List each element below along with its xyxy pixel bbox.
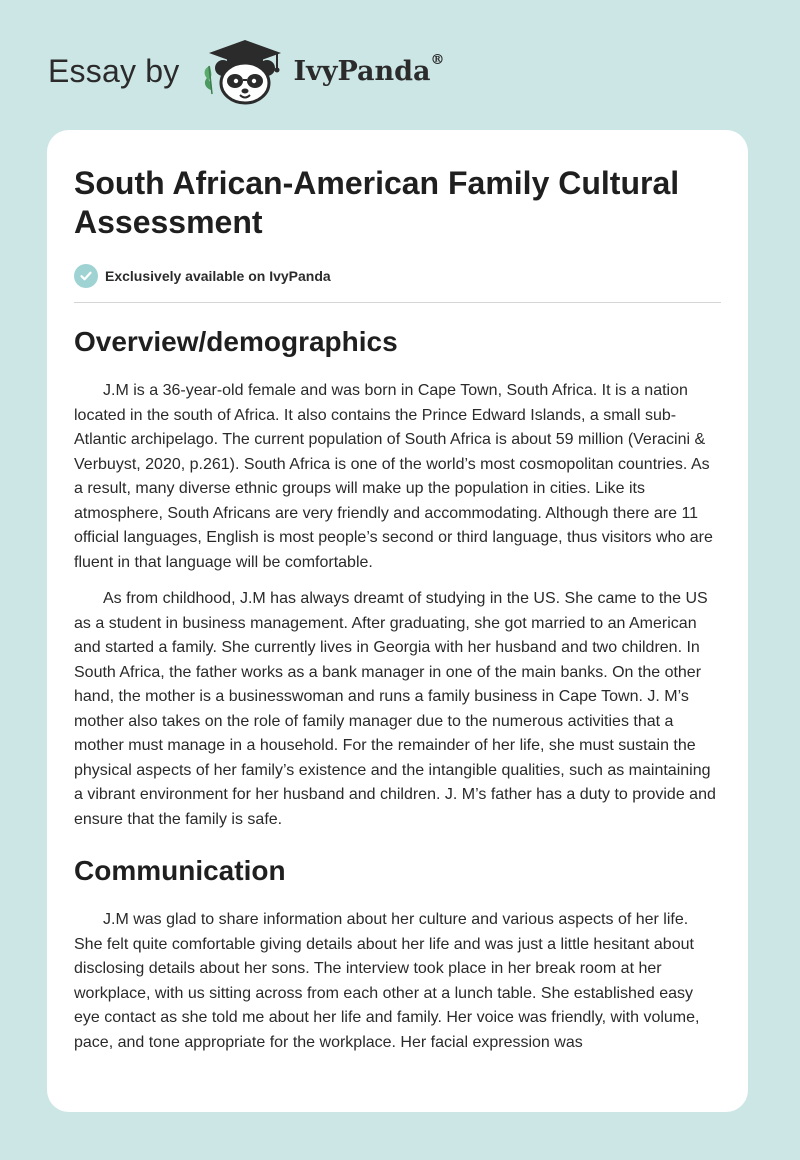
check-circle-icon: [74, 264, 98, 288]
article-title: South African-American Family Cultural Assessment: [74, 165, 680, 240]
site-header: [48, 36, 508, 106]
paragraph: J.M was glad to share information about her culture and various aspects of her life. She felt quite comfortable giving details about her life and was just a little hesitant about disclosing details about her sons. The interview took place in her break room at her workplace, with us sitting across from each other at a lunch table. She established easy eye contact as she told me about her life and family. Her voice was friendly, with volume, pace, and tone appropriate for the workplace. Her facial expression was: [74, 911, 700, 1051]
brand-name[interactable]: [293, 51, 445, 87]
panda-logo-icon[interactable]: [197, 36, 287, 106]
paragraph: J.M is a 36-year-old female and was born in Cape Town, South Africa. It is a nation located in the south of Africa. It also contains the Prince Edward Islands, a small sub-Atlantic archipelago. The current population of South Africa is about 59 million (Veracini & Verbuyst, 2020, p.261). South Africa is one of the world’s most cosmopolitan countries. As a result, many diverse ethnic groups will make up the population in cities. Like its atmosphere, South Africans are very friendly and accommodating. Although there are 11 official languages, English is most people’s second or third language, thus visitors who are fluent in that language will be comfortable.: [74, 382, 713, 571]
exclusive-badge: [74, 264, 721, 303]
paragraph: As from childhood, J.M has always dreamt of studying in the US. She came to the US as a student in business management. After graduating, she got married to an American and started a family. She currently lives in Georgia with her husband and two children. In South Africa, the father works as a bank manager in one of the main banks. On the other hand, the mother is a businesswoman and runs a family business in Cape Town. J. M’s mother also takes on the role of family manager due to the numerous activities that a mother must manage in a household. For the remainder of her life, she must sustain the physical aspects of her family’s existence and the intangible qualities, such as maintaining a vibrant environment for her husband and children. J. M’s father has a duty to provide and ensure that the family is safe.: [74, 590, 716, 828]
section-heading-communication: Communication: [74, 855, 286, 886]
article-card: [47, 130, 748, 1112]
exclusive-label: Exclusively available on IvyPanda: [105, 268, 331, 284]
essay-by-label: Essay by: [48, 52, 180, 89]
section-heading-overview: Overview/demographics: [74, 326, 398, 357]
registered-mark: ®: [430, 51, 445, 68]
brand-name-text: IvyPanda: [293, 55, 431, 87]
